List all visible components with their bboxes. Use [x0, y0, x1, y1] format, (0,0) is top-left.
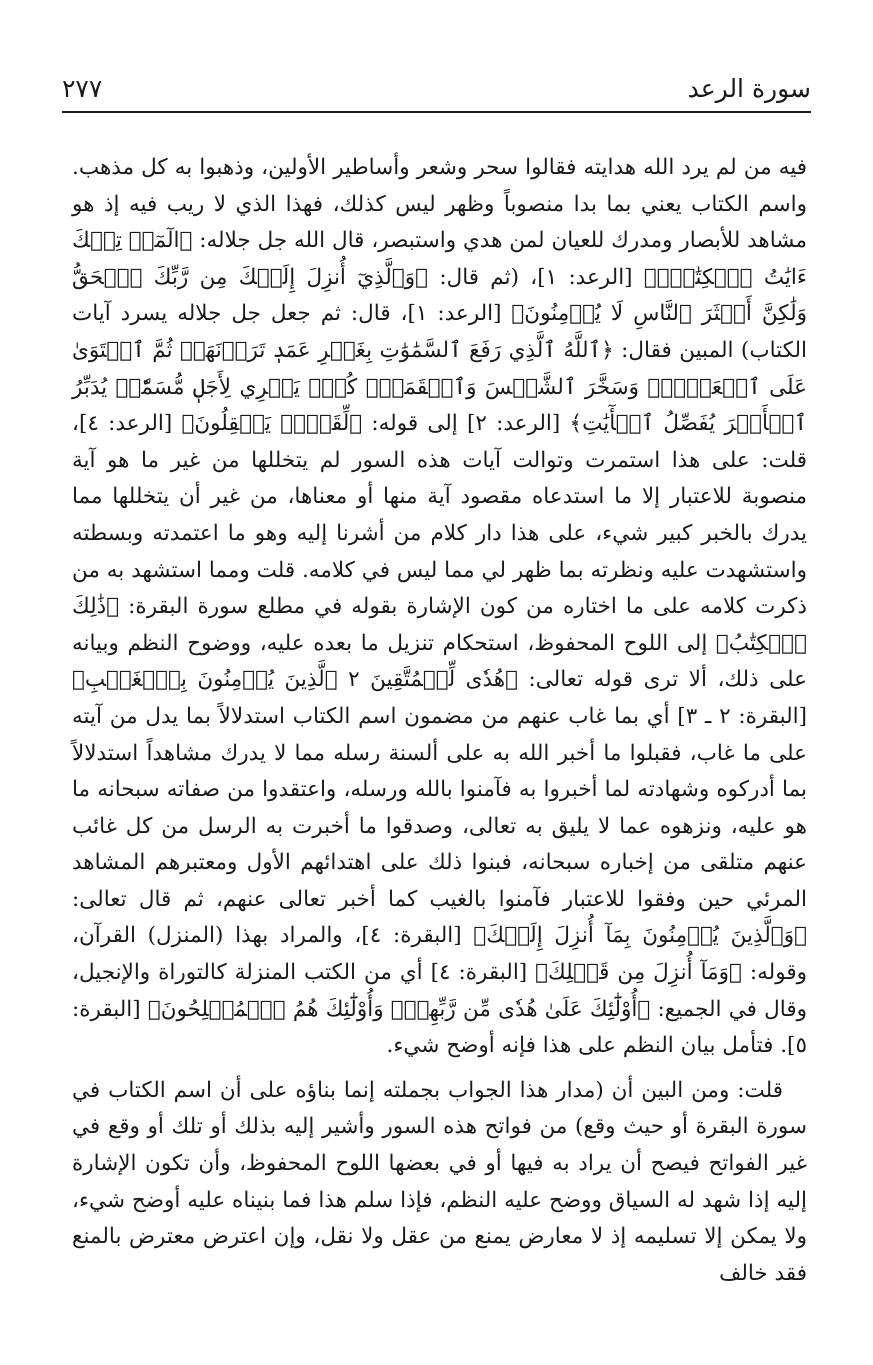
running-title: سورة الرعد [687, 74, 811, 103]
paragraph-2: قلت: ومن البين أن (مدار هذا الجواب بجملته إنما بناؤه على أن اسم الكتاب في سورة البقرة أو حيث وقع) من فواتح هذه السور وأشير إليه بذلك أو تلك أو وقع في غير الفواتح فيصح أن يراد به فيها أو في بعضها اللوح المحفوظ، وأن تكون الإشارة إليه إذا شهد له السياق ووضح عليه النظم، فإذا سلم هذا فما بنيناه عليه أوضح شيء، ولا يمكن إلا تسليمه إذ لا معارض يمنع من عقل ولا نقل، وإن اعترض معترض بالمنع فقد خالف [72, 1077, 807, 1286]
page-number: ٢٧٧ [62, 74, 103, 103]
header-rule [62, 111, 811, 113]
page-header [62, 70, 811, 110]
page-body [72, 150, 807, 1292]
paragraph-1: فيه من لم يرد الله هدايته فقالوا سحر وشعر وأساطير الأولين، وذهبوا به كل مذهب. واسم الكتاب يعني بما بدا منصوباً وظهر ليس كذلك، فهذا الذي لا ريب فيه إذ هو مشاهد للأبصار ومدرك للعيان لمن هدي واستبصر، قال الله جل جلاله: ﴿الٓمٓرۚ تِلۡكَ ءَايَٰتُ ٱلۡكِتَٰبِۗ﴾ [الرعد: ١]، (ثم قال: ﴿وَٱلَّذِيٓ أُنزِلَ إِلَيۡكَ مِن رَّبِّكَ ٱلۡحَقُّ وَلَٰكِنَّ أَكۡثَرَ ٱلنَّاسِ لَا يُؤۡمِنُونَ﴾ [الرعد: ١]، قال: ثم جعل جل جلاله يسرد آيات الكتاب) المبين فقال: ﴿ٱللَّهُ ٱلَّذِي رَفَعَ ٱلسَّمَٰوَٰتِ بِغَيۡرِ عَمَدٖ تَرَوۡنَهَاۖ ثُمَّ ٱسۡتَوَىٰ عَلَى ٱلۡعَرۡشِۖ وَسَخَّرَ ٱلشَّمۡسَ وَٱلۡقَمَرَۖ كُلّٞ يَجۡرِي لِأَجَلٖ مُّسَمّٗىۚ يُدَبِّرُ ٱلۡأَمۡرَ يُفَصِّلُ ٱلۡأٓيَٰتِ﴾ [الرعد: ٢] إلى قوله: ﴿لِّقَوۡمٖ يَعۡقِلُونَ﴾ [الرعد: ٤]، قلت: على هذا استمرت وتوالت آيات هذه السور لم يتخللها من غير ما هو آية منصوبة للاعتبار إلا ما استدعاه مقصود آية منها أو معناها، من غير أن يتخللها مما يدرك بالخبر كبير شيء، على هذا دار كلام من أشرنا إليه وهو ما اعتمدته وبسطته واستشهدت عليه ونظرته بما ظهر لي مما ليس في كلامه. قلت ومما استشهد به من ذكرت كلامه على ما اختاره من كون الإشارة بقوله في مطلع سورة البقرة: ﴿ذَٰلِكَ ٱلۡكِتَٰبُ﴾ إلى اللوح المحفوظ، استحكام تنزيل ما بعده عليه، ووضوح النظم وبيانه على ذلك، ألا ترى قوله تعالى: ﴿هُدٗى لِّلۡمُتَّقِينَ ٢ ٱلَّذِينَ يُؤۡمِنُونَ بِٱلۡغَيۡبِ﴾ [البقرة: ٢ ـ ٣] أي بما غاب عنهم من مضمون اسم الكتاب استدلالاً بما يدل من آيته على ما غاب، فقبلوا ما أخبر الله به على ألسنة رسله مما لا يدرك مشاهداً استدلالاً بما أدركوه وشهادته لما أخبروا به فآمنوا بالله ورسله، واعتقدوا من صفاته سبحانه ما هو عليه، ونزهوه عما لا يليق به تعالى، وصدقوا ما أخبرت به الرسل من كل غائب عنهم متلقى من إخباره سبحانه، فبنوا ذلك على اهتدائهم الأول ومعتبرهم المشاهد المرئي حين وفقوا للاعتبار فآمنوا بالغيب كما أخبر تعالى عنهم، ثم قال تعالى: ﴿وَٱلَّذِينَ يُؤۡمِنُونَ بِمَآ أُنزِلَ إِلَيۡكَ﴾ [البقرة: ٤]، والمراد بهذا (المنزل) القرآن، وقوله: ﴿وَمَآ أُنزِلَ مِن قَبۡلِكَ﴾ [البقرة: ٤] أي من الكتب المنزلة كالتوراة والإنجيل، وقال في الجميع: ﴿أُوْلَٰٓئِكَ عَلَىٰ هُدٗى مِّن رَّبِّهِمۡۖ وَأُوْلَٰٓئِكَ هُمُ ٱلۡمُفۡلِحُونَ﴾ [البقرة: ٥]. فتأمل بيان النظم على هذا فإنه أوضح شيء. [72, 155, 808, 1059]
